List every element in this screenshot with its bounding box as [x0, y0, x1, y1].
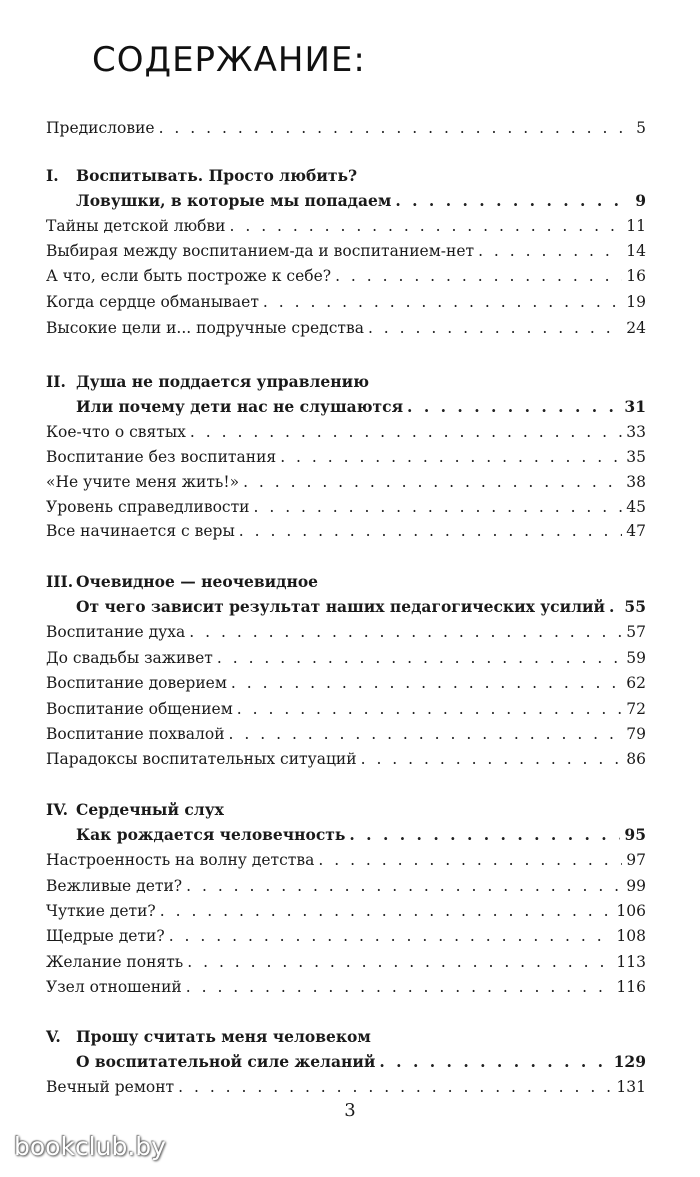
toc-entry-title: Когда сердце обманывает	[46, 293, 259, 311]
toc-entry-page: 57	[626, 623, 646, 641]
toc-entry[interactable]	[46, 950, 646, 974]
toc-entry-page: 59	[626, 649, 646, 667]
leader-dots	[379, 1050, 609, 1074]
leader-dots	[229, 722, 623, 746]
toc-entry-title: Как рождается человечность	[76, 825, 346, 844]
toc-entry-section-subtitle[interactable]	[76, 189, 646, 213]
leader-dots	[169, 924, 613, 948]
leader-dots	[187, 950, 612, 974]
toc-entry[interactable]	[46, 239, 646, 263]
watermark: bookclub.by	[14, 1132, 166, 1161]
toc-entry-title: От чего зависит результат наших педагогических усилий	[76, 597, 606, 616]
toc-entry-page: 35	[626, 448, 646, 466]
leader-dots	[254, 495, 623, 519]
toc-entry-page: 113	[616, 953, 646, 971]
toc-entry[interactable]	[46, 747, 646, 771]
toc-entry[interactable]	[46, 697, 646, 721]
toc-entry-title: Или почему дети нас не слушаются	[76, 397, 404, 416]
toc-entry[interactable]	[46, 975, 646, 999]
leader-dots	[229, 214, 622, 238]
toc-entry-section-subtitle[interactable]	[76, 395, 646, 419]
leader-dots	[178, 1075, 612, 1099]
section-number: V.	[46, 1027, 61, 1046]
toc-entry[interactable]	[46, 495, 646, 519]
toc-entry-title: Ловушки, в которые мы попадаем	[76, 191, 392, 210]
section-heading	[46, 164, 357, 188]
toc-entry[interactable]	[46, 899, 646, 923]
toc-entry-page: 72	[626, 700, 646, 718]
toc-entry-page: 79	[626, 725, 646, 743]
leader-dots	[361, 747, 623, 771]
toc-entry[interactable]	[46, 519, 646, 543]
toc-entry-title: До свадьбы заживет	[46, 649, 213, 667]
leader-dots	[186, 975, 613, 999]
toc-entry-title: Предисловие	[46, 119, 155, 137]
page-number: 3	[344, 1100, 356, 1121]
toc-entry-title: Тайны детской любви	[46, 217, 226, 235]
toc-entry-title: Настроенность на волну детства	[46, 851, 315, 869]
section-title: Прошу считать меня человеком	[76, 1027, 371, 1046]
toc-entry[interactable]	[46, 290, 646, 314]
toc-entry[interactable]	[46, 722, 646, 746]
leader-dots	[263, 290, 622, 314]
leader-dots	[335, 264, 622, 288]
toc-entry-title: Воспитание без воспитания	[46, 448, 277, 466]
toc-entry-page: 45	[626, 498, 646, 516]
toc-entry-title: О воспитательной силе желаний	[76, 1052, 376, 1071]
section-number: IV.	[46, 800, 68, 819]
toc-entry-page: 62	[626, 674, 646, 692]
leader-dots	[160, 899, 613, 923]
leader-dots	[190, 420, 622, 444]
toc-entry-page: 55	[624, 597, 646, 616]
toc-entry-title: Вежливые дети?	[46, 877, 183, 895]
toc-entry[interactable]	[46, 1075, 646, 1099]
toc-entry-page: 33	[626, 423, 646, 441]
toc-entry-page: 106	[616, 902, 646, 920]
toc-entry-title: Кое-что о святых	[46, 423, 186, 441]
toc-entry-page: 95	[624, 825, 646, 844]
section-heading	[46, 1025, 371, 1049]
toc-entry-page: 11	[626, 217, 646, 235]
toc-entry-page: 14	[626, 242, 646, 260]
leader-dots	[159, 116, 633, 140]
toc-entry-preface[interactable]	[46, 116, 646, 140]
toc-entry-page: 24	[626, 319, 646, 337]
section-number: III.	[46, 572, 74, 591]
toc-entry-page: 97	[626, 851, 646, 869]
toc-entry-title: Чуткие дети?	[46, 902, 156, 920]
toc-entry-title: Высокие цели и... подручные средства	[46, 319, 364, 337]
toc-entry[interactable]	[46, 420, 646, 444]
section-title: Сердечный слух	[76, 800, 224, 819]
toc-entry-title: Вечный ремонт	[46, 1078, 175, 1096]
section-heading	[46, 798, 224, 822]
toc-entry-title: Желание понять	[46, 953, 184, 971]
toc-entry-section-subtitle[interactable]	[76, 823, 646, 847]
toc-entry-page: 131	[616, 1078, 646, 1096]
toc-entry[interactable]	[46, 671, 646, 695]
toc-entry-title: Воспитание общением	[46, 700, 233, 718]
toc-entry-page: 31	[624, 397, 646, 416]
toc-entry[interactable]	[46, 470, 646, 494]
toc-entry[interactable]	[46, 620, 646, 644]
leader-dots	[407, 395, 620, 419]
toc-entry-page: 116	[616, 978, 646, 996]
leader-dots	[318, 848, 622, 872]
toc-entry-page: 108	[616, 927, 646, 945]
section-title: Душа не поддается управлению	[76, 372, 369, 391]
toc-entry-title: Воспитание похвалой	[46, 725, 225, 743]
toc-entry[interactable]	[46, 924, 646, 948]
section-title: Очевидное — неочевидное	[76, 572, 319, 591]
section-heading	[46, 570, 318, 594]
leader-dots	[217, 646, 622, 670]
toc-entry-page: 99	[626, 877, 646, 895]
leader-dots	[349, 823, 620, 847]
leader-dots	[239, 519, 622, 543]
toc-entry-page: 38	[626, 473, 646, 491]
toc-entry[interactable]	[46, 646, 646, 670]
toc-entry-page: 129	[613, 1052, 646, 1071]
toc-entry[interactable]	[46, 316, 646, 340]
leader-dots	[186, 874, 622, 898]
toc-entry-title: Уровень справедливости	[46, 498, 250, 516]
leader-dots	[189, 620, 622, 644]
toc-entry-page: 47	[626, 522, 646, 540]
toc-entry-page: 9	[635, 191, 646, 210]
leader-dots	[231, 671, 622, 695]
toc-entry-page: 86	[626, 750, 646, 768]
toc-entry-title: Щедрые дети?	[46, 927, 165, 945]
leader-dots	[280, 445, 622, 469]
toc-entry[interactable]	[46, 874, 646, 898]
toc-entry-title: Воспитание доверием	[46, 674, 227, 692]
toc-entry[interactable]	[46, 214, 646, 238]
toc-entry-title: Все начинается с веры	[46, 522, 235, 540]
toc-entry-page: 19	[626, 293, 646, 311]
section-heading	[46, 370, 369, 394]
leader-dots	[237, 697, 622, 721]
toc-entry-page: 5	[636, 119, 646, 137]
toc-entry-section-subtitle[interactable]	[76, 595, 646, 619]
toc-entry-title: Воспитание духа	[46, 623, 186, 641]
toc-entry-title: «Не учите меня жить!»	[46, 473, 240, 491]
section-title: Воспитывать. Просто любить?	[76, 166, 358, 185]
toc-entry[interactable]	[46, 848, 646, 872]
toc-entry-section-subtitle[interactable]	[76, 1050, 646, 1074]
section-number: I.	[46, 166, 59, 185]
toc-entry-title: Узел отношений	[46, 978, 182, 996]
leader-dots	[609, 595, 620, 619]
leader-dots	[395, 189, 631, 213]
toc-entry[interactable]	[46, 445, 646, 469]
toc-entry[interactable]	[46, 264, 646, 288]
toc-entry-title: Выбирая между воспитанием-да и воспитанием-нет	[46, 242, 475, 260]
leader-dots	[478, 239, 622, 263]
contents-heading: СОДЕРЖАНИЕ:	[92, 40, 366, 80]
section-number: II.	[46, 372, 66, 391]
toc-entry-title: Парадоксы воспитательных ситуаций	[46, 750, 357, 768]
toc-entry-title: А что, если быть построже к себе?	[46, 267, 332, 285]
leader-dots	[368, 316, 622, 340]
toc-entry-page: 16	[626, 267, 646, 285]
leader-dots	[243, 470, 622, 494]
